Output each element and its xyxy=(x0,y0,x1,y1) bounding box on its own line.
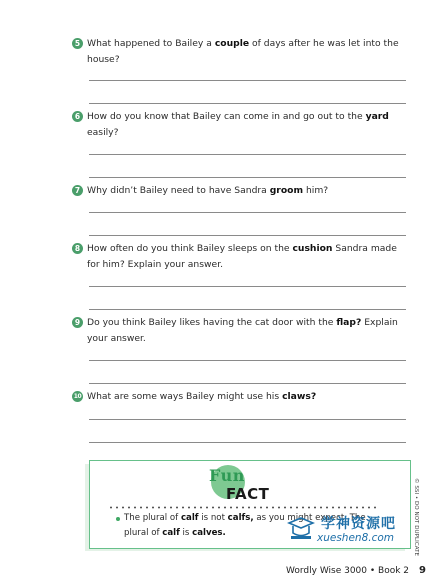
question-10 xyxy=(72,389,406,405)
page-footer xyxy=(286,565,426,576)
answer-line[interactable] xyxy=(89,154,406,155)
vocab-word: flap? xyxy=(336,317,362,328)
question-number-badge: 5 xyxy=(72,38,83,49)
vocab-word: yard xyxy=(365,111,389,122)
question-text: Do you think Bailey likes having the cat door with the flap? Explain your answer. xyxy=(87,317,398,344)
vocab-word: cushion xyxy=(292,243,333,254)
answer-line[interactable] xyxy=(89,383,406,384)
page-number: 9 xyxy=(419,565,426,576)
answer-line[interactable] xyxy=(89,286,406,287)
vocab-word: couple xyxy=(214,38,250,49)
answer-line[interactable] xyxy=(89,212,406,213)
question-9 xyxy=(72,315,406,346)
question-number-badge: 9 xyxy=(72,317,83,328)
answer-line[interactable] xyxy=(89,80,406,81)
bullet-icon xyxy=(116,517,120,521)
question-5 xyxy=(72,36,406,67)
question-text: What happened to Bailey a couple of days after he was let into the house? xyxy=(87,38,399,65)
book-title: Wordly Wise 3000 • Book 2 xyxy=(286,566,410,576)
fun-label: Fun xyxy=(209,466,245,485)
watermark-logo-icon xyxy=(287,517,315,541)
dotted-divider xyxy=(108,506,380,509)
watermark-url: xueshen8.com xyxy=(317,532,395,544)
question-7 xyxy=(72,183,406,199)
watermark-chinese-text: 学神资源吧 xyxy=(321,516,396,532)
fun-fact-text-line-2: plural of calf is calves. xyxy=(124,528,226,538)
question-number-badge: 8 xyxy=(72,243,83,254)
answer-line[interactable] xyxy=(89,235,406,236)
answer-line[interactable] xyxy=(89,177,406,178)
question-text: Why didn’t Bailey need to have Sandra groom him? xyxy=(87,185,329,196)
question-number-badge: 10 xyxy=(73,393,82,400)
copyright-note: © SSI • DO NOT DUPLICATE xyxy=(413,478,419,557)
answer-line[interactable] xyxy=(89,360,406,361)
answer-line[interactable] xyxy=(89,103,406,104)
answer-line[interactable] xyxy=(89,442,406,443)
question-number-badge: 7 xyxy=(72,185,83,196)
question-8 xyxy=(72,241,406,272)
answer-line[interactable] xyxy=(89,309,406,310)
fact-label: FACT xyxy=(226,485,270,503)
answer-line[interactable] xyxy=(89,419,406,420)
question-number-badge: 6 xyxy=(72,111,83,122)
question-6 xyxy=(72,109,406,140)
question-text: How often do you think Bailey sleeps on the cushion Sandra made for him? Explain your answer. xyxy=(87,243,397,270)
watermark xyxy=(287,513,412,547)
vocab-word: claws? xyxy=(282,391,317,402)
question-text: What are some ways Bailey might use his claws? xyxy=(87,391,317,402)
fun-fact-text-line-1: The plural of calf is not calfs, as you might expect. The xyxy=(124,513,366,523)
vocab-word: groom xyxy=(269,185,304,196)
question-text: How do you know that Bailey can come in and go out to the yard easily? xyxy=(87,111,389,138)
